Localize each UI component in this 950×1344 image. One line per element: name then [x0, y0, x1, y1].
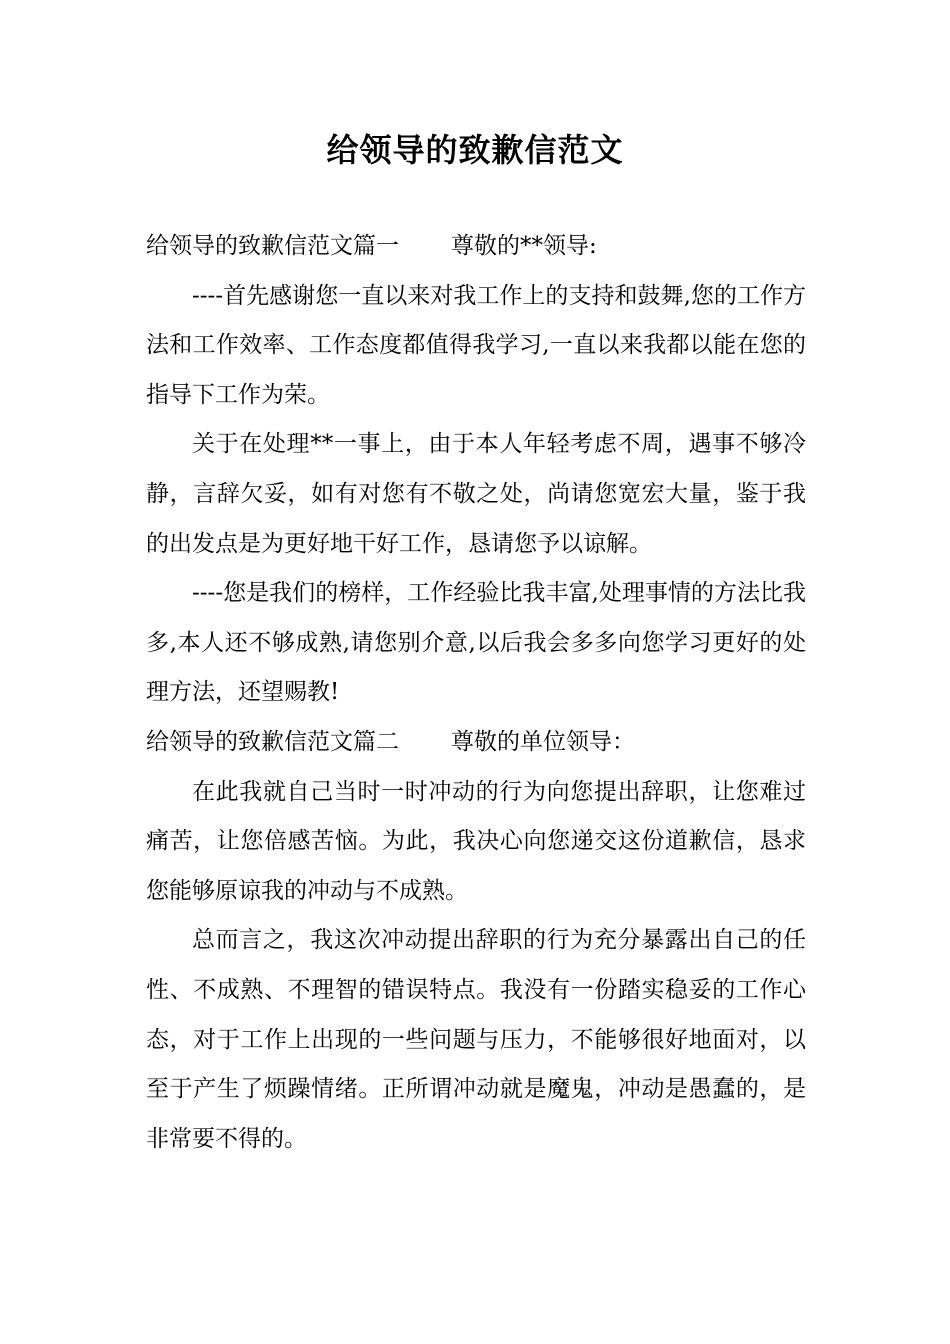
section-1-heading-line [146, 222, 806, 272]
section-2-paragraph-1: 在此我就自己当时一时冲动的行为向您提出辞职，让您难过痛苦，让您倍感苦恼。为此，我决心向您递交这份道歉信，恳求您能够原谅我的冲动与不成熟。 [146, 778, 806, 904]
section-2-salutation: 尊敬的单位领导： [451, 728, 635, 755]
section-1-paragraph-1: ----首先感谢您一直以来对我工作上的支持和鼓舞,您的工作方法和工作效率、工作态度都值得我学习,一直以来我都以能在您的指导下工作为荣。 [146, 282, 806, 408]
section-2-paragraph-2: 总而言之，我这次冲动提出辞职的行为充分暴露出自己的任性、不成熟、不理智的错误特点。我没有一份踏实稳妥的工作心态，对于工作上出现的一些问题与压力，不能够很好地面对，以至于产生了烦躁情绪。正所谓冲动就是魔鬼，冲动是愚蠢的，是非常要不得的。 [146, 927, 806, 1152]
section-2-heading-line [146, 718, 806, 768]
section-1-heading: 给领导的致歉信范文篇一 [146, 233, 399, 259]
section-2-heading: 给领导的致歉信范文篇二 [146, 728, 399, 755]
section-1-paragraph-2: 关于在处理**一事上，由于本人年轻考虑不周，遇事不够冷静，言辞欠妥，如有对您有不敬之处，尚请您宽宏大量，鉴于我的出发点是为更好地干好工作，恳请您予以谅解。 [146, 431, 806, 557]
document-body [146, 222, 806, 1164]
document-title: 给领导的致歉信范文 [326, 131, 624, 169]
section-1-paragraph-3: ----您是我们的榜样，工作经验比我丰富,处理事情的方法比我多,本人还不够成熟,请您别介意,以后我会多多向您学习更好的处理方法，还望赐教! [146, 580, 806, 706]
section-1-salutation: 尊敬的**领导: [451, 233, 597, 259]
